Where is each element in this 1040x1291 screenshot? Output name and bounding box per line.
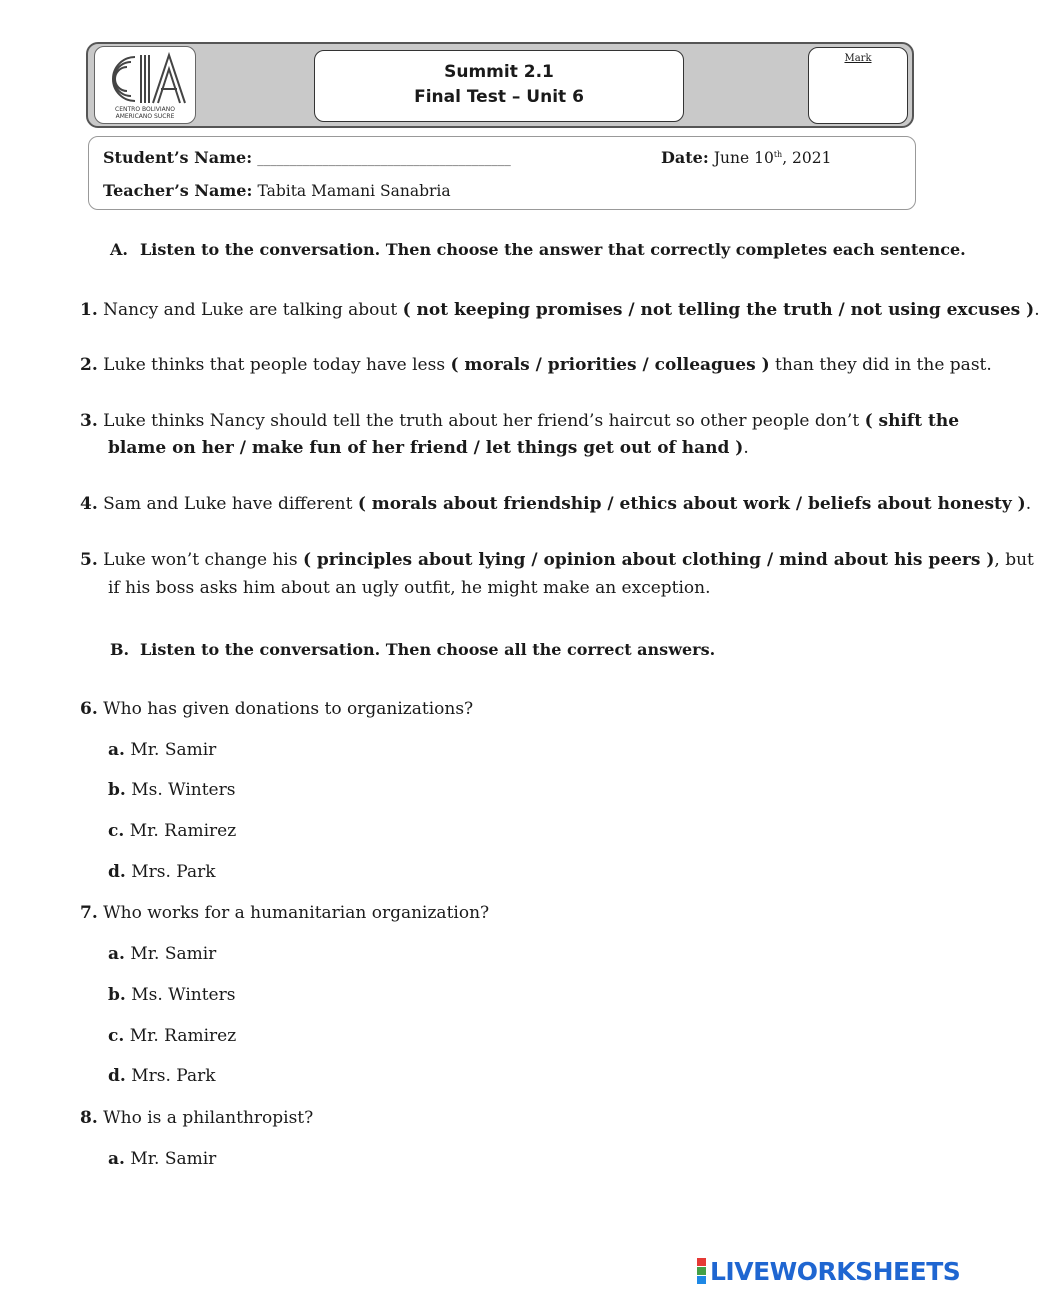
school-logo	[94, 46, 196, 124]
mark-box[interactable]	[808, 47, 908, 124]
question-7-option-d[interactable]: d. Mrs. Park	[108, 1066, 216, 1086]
date-value: June 10th, 2021	[713, 149, 832, 167]
question-5-continued: if his boss asks him about an ugly outfit, he might make an exception.	[108, 578, 711, 598]
question-3-options-cont[interactable]: blame on her / make fun of her friend / let things get out of hand )	[108, 438, 744, 458]
brand-logo-icon	[697, 1258, 706, 1284]
date-row	[661, 148, 832, 167]
question-3-options[interactable]: ( shift the	[864, 411, 960, 431]
question-5-options[interactable]: ( principles about lying / opinion about clothing / mind about his peers )	[302, 550, 995, 570]
question-1: 1. Nancy and Luke are talking about ( not keeping promises / not telling the truth / not using excuses ).	[80, 300, 1040, 320]
section-a-heading: A. Listen to the conversation. Then choose the answer that correctly completes each sentence.	[110, 240, 966, 259]
mark-label: Mark	[844, 53, 872, 64]
test-title: Final Test – Unit 6	[414, 87, 584, 107]
student-name-row	[103, 148, 511, 167]
question-4: 4. Sam and Luke have different ( morals about friendship / ethics about work / beliefs about honesty ).	[80, 494, 1032, 514]
question-5: 5. Luke won’t change his ( principles about lying / opinion about clothing / mind about his peers ), but	[80, 550, 1034, 570]
teacher-row	[103, 181, 451, 200]
course-title: Summit 2.1	[444, 62, 554, 82]
teacher-name: Tabita Mamani Sanabria	[257, 182, 451, 200]
cba-logo-icon	[95, 47, 195, 113]
teacher-label: Teacher’s Name:	[103, 181, 253, 200]
question-8-option-a[interactable]: a. Mr. Samir	[108, 1149, 217, 1169]
question-6-option-d[interactable]: d. Mrs. Park	[108, 862, 216, 882]
question-7-option-a[interactable]: a. Mr. Samir	[108, 944, 217, 964]
section-b-instruction: Listen to the conversation. Then choose all the correct answers.	[140, 640, 716, 659]
question-6-option-b[interactable]: b. Ms. Winters	[108, 780, 236, 800]
question-6-option-a[interactable]: a. Mr. Samir	[108, 740, 217, 760]
question-2: 2. Luke thinks that people today have less ( morals / priorities / colleagues ) than they did in the past.	[80, 355, 992, 375]
question-3-continued: blame on her / make fun of her friend / let things get out of hand ).	[108, 438, 749, 458]
question-8: 8. Who is a philanthropist?	[80, 1108, 314, 1128]
title-box	[314, 50, 684, 122]
question-4-options[interactable]: ( morals about friendship / ethics about work / beliefs about honesty )	[357, 494, 1026, 514]
question-7: 7. Who works for a humanitarian organization?	[80, 903, 490, 923]
section-b-heading: B. Listen to the conversation. Then choose all the correct answers.	[110, 640, 716, 659]
question-7-option-c[interactable]: c. Mr. Ramirez	[108, 1026, 237, 1046]
section-a-instruction: Listen to the conversation. Then choose the answer that correctly completes each sentence.	[140, 240, 966, 259]
date-label: Date:	[661, 148, 709, 167]
liveworksheets-brand[interactable]	[697, 1256, 960, 1286]
brand-name: LIVEWORKSHEETS	[710, 1256, 961, 1286]
question-2-options[interactable]: ( morals / priorities / colleagues )	[450, 355, 770, 375]
student-name-label: Student’s Name:	[103, 148, 253, 167]
question-7-option-b[interactable]: b. Ms. Winters	[108, 985, 236, 1005]
student-name-field[interactable]: _______________________________________	[257, 152, 511, 167]
question-6-option-c[interactable]: c. Mr. Ramirez	[108, 821, 237, 841]
question-6: 6. Who has given donations to organizations?	[80, 699, 474, 719]
logo-text: CENTRO BOLIVIANO AMERICANO SUCRE	[115, 106, 175, 120]
question-1-options[interactable]: ( not keeping promises / not telling the truth / not using excuses )	[402, 300, 1035, 320]
question-3: 3. Luke thinks Nancy should tell the truth about her friend’s haircut so other people don’t ( shift the	[80, 411, 960, 431]
